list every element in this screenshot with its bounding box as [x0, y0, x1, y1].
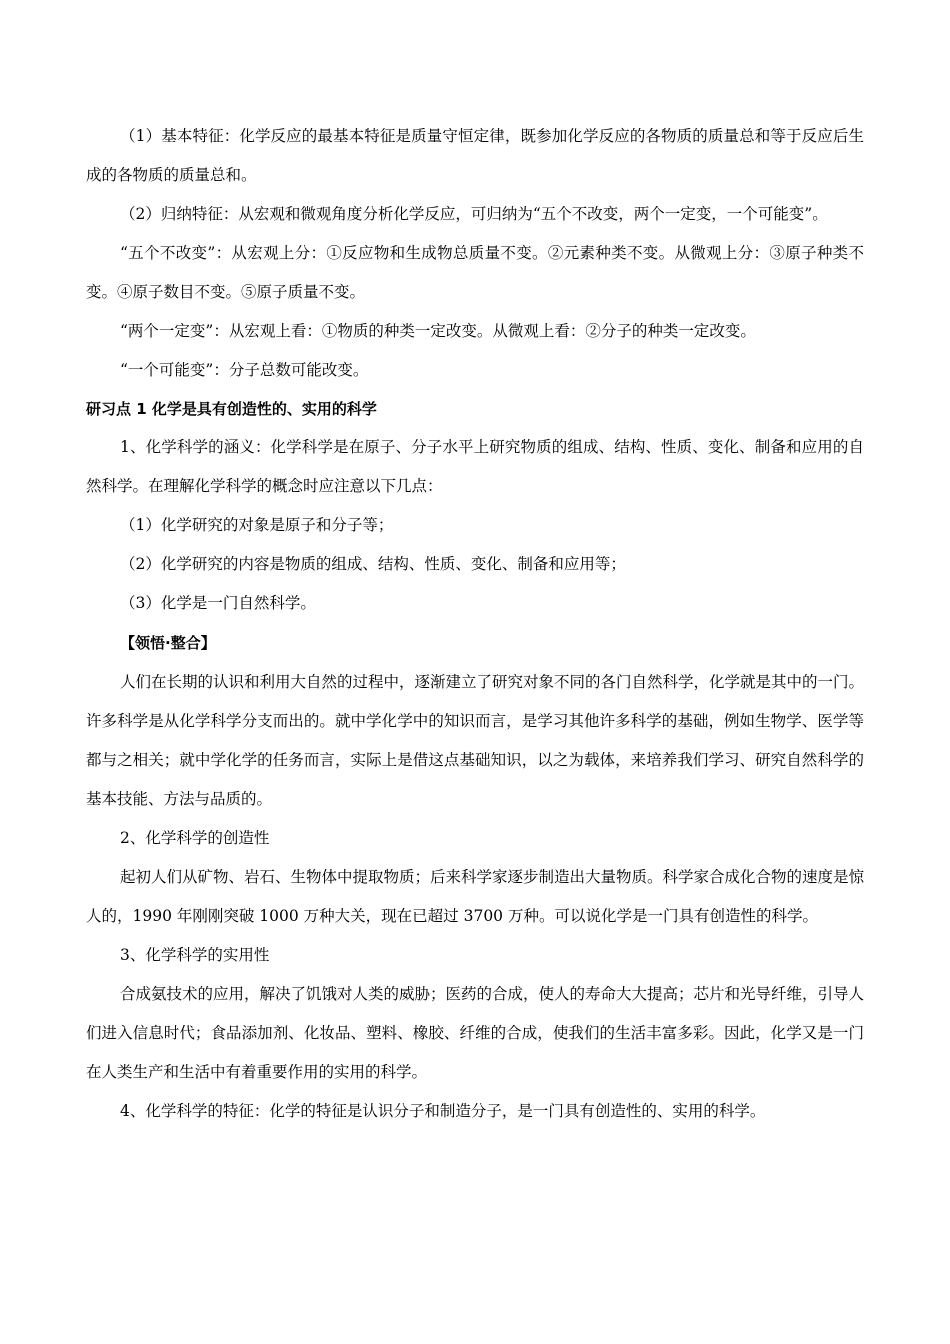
paragraph-creativity-title: 2、化学科学的创造性 — [120, 829, 270, 847]
paragraph-one-possible: “一个可能变”：分子总数可能改变。 — [120, 361, 369, 379]
list-item-2: （2）化学研究的内容是物质的组成、结构、性质、变化、制备和应用等； — [120, 555, 626, 573]
section-heading: 研习点 1 化学是具有创造性的、实用的科学 — [86, 400, 377, 418]
paragraph-summary-feature: （2）归纳特征：从宏观和微观角度分析化学反应，可归纳为“五个不改变，两个一定变，一个可能变”。 — [120, 205, 828, 223]
paragraph-characteristic: 4、化学科学的特征：化学的特征是认识分子和制造分子，是一门具有创造性的、实用的科学。 — [120, 1102, 766, 1120]
paragraph-creativity: 起初人们从矿物、岩石、生物体中提取物质；后来科学家逐步制造出大量物质。科学家合成化合物的速度是惊人的，1990 年刚刚突破 1000 万种大关，现在已超过 3700 万种。可以说化学是一门具有创造性的科学。 — [86, 868, 865, 925]
paragraph-practicality-title: 3、化学科学的实用性 — [120, 946, 270, 964]
document-body — [86, 117, 864, 1131]
paragraph-insight: 人们在长期的认识和利用大自然的过程中，逐渐建立了研究对象不同的各门自然科学，化学就是其中的一门。许多科学是从化学科学分支而出的。就中学化学中的知识而言，是学习其他许多科学的基础，例如生物学、医学等都与之相关；就中学化学的任务而言，实际上是借这点基础知识，以之为载体，来培养我们学习、研究自然科学的基本技能、方法与品质的。 — [86, 673, 865, 808]
paragraph-definition: 1、化学科学的涵义：化学科学是在原子、分子水平上研究物质的组成、结构、性质、变化、制备和应用的自然科学。在理解化学科学的概念时应注意以下几点： — [86, 438, 864, 495]
paragraph-five-unchanged: “五个不改变”：从宏观上分：①反应物和生成物总质量不变。②元素种类不变。从微观上分：③原子种类不变。④原子数目不变。⑤原子质量不变。 — [86, 244, 864, 301]
paragraph-basic-feature: （1）基本特征：化学反应的最基本特征是质量守恒定律，既参加化学反应的各物质的质量总和等于反应后生成的各物质的质量总和。 — [86, 127, 864, 184]
paragraph-practicality: 合成氨技术的应用，解决了饥饿对人类的威胁；医药的合成，使人的寿命大大提高；芯片和光导纤维，引导人们进入信息时代；食品添加剂、化妆品、塑料、橡胶、纤维的合成，使我们的生活丰富多彩。因此，化学又是一门在人类生产和生活中有着重要作用的实用的科学。 — [86, 985, 865, 1081]
sub-heading-insight: 【领悟·整合】 — [120, 634, 216, 652]
list-item-1: （1）化学研究的对象是原子和分子等； — [120, 516, 394, 534]
paragraph-two-changed: “两个一定变”：从宏观上看：①物质的种类一定改变。从微观上看：②分子的种类一定改变。 — [120, 322, 756, 340]
list-item-3: （3）化学是一门自然科学。 — [120, 594, 316, 612]
